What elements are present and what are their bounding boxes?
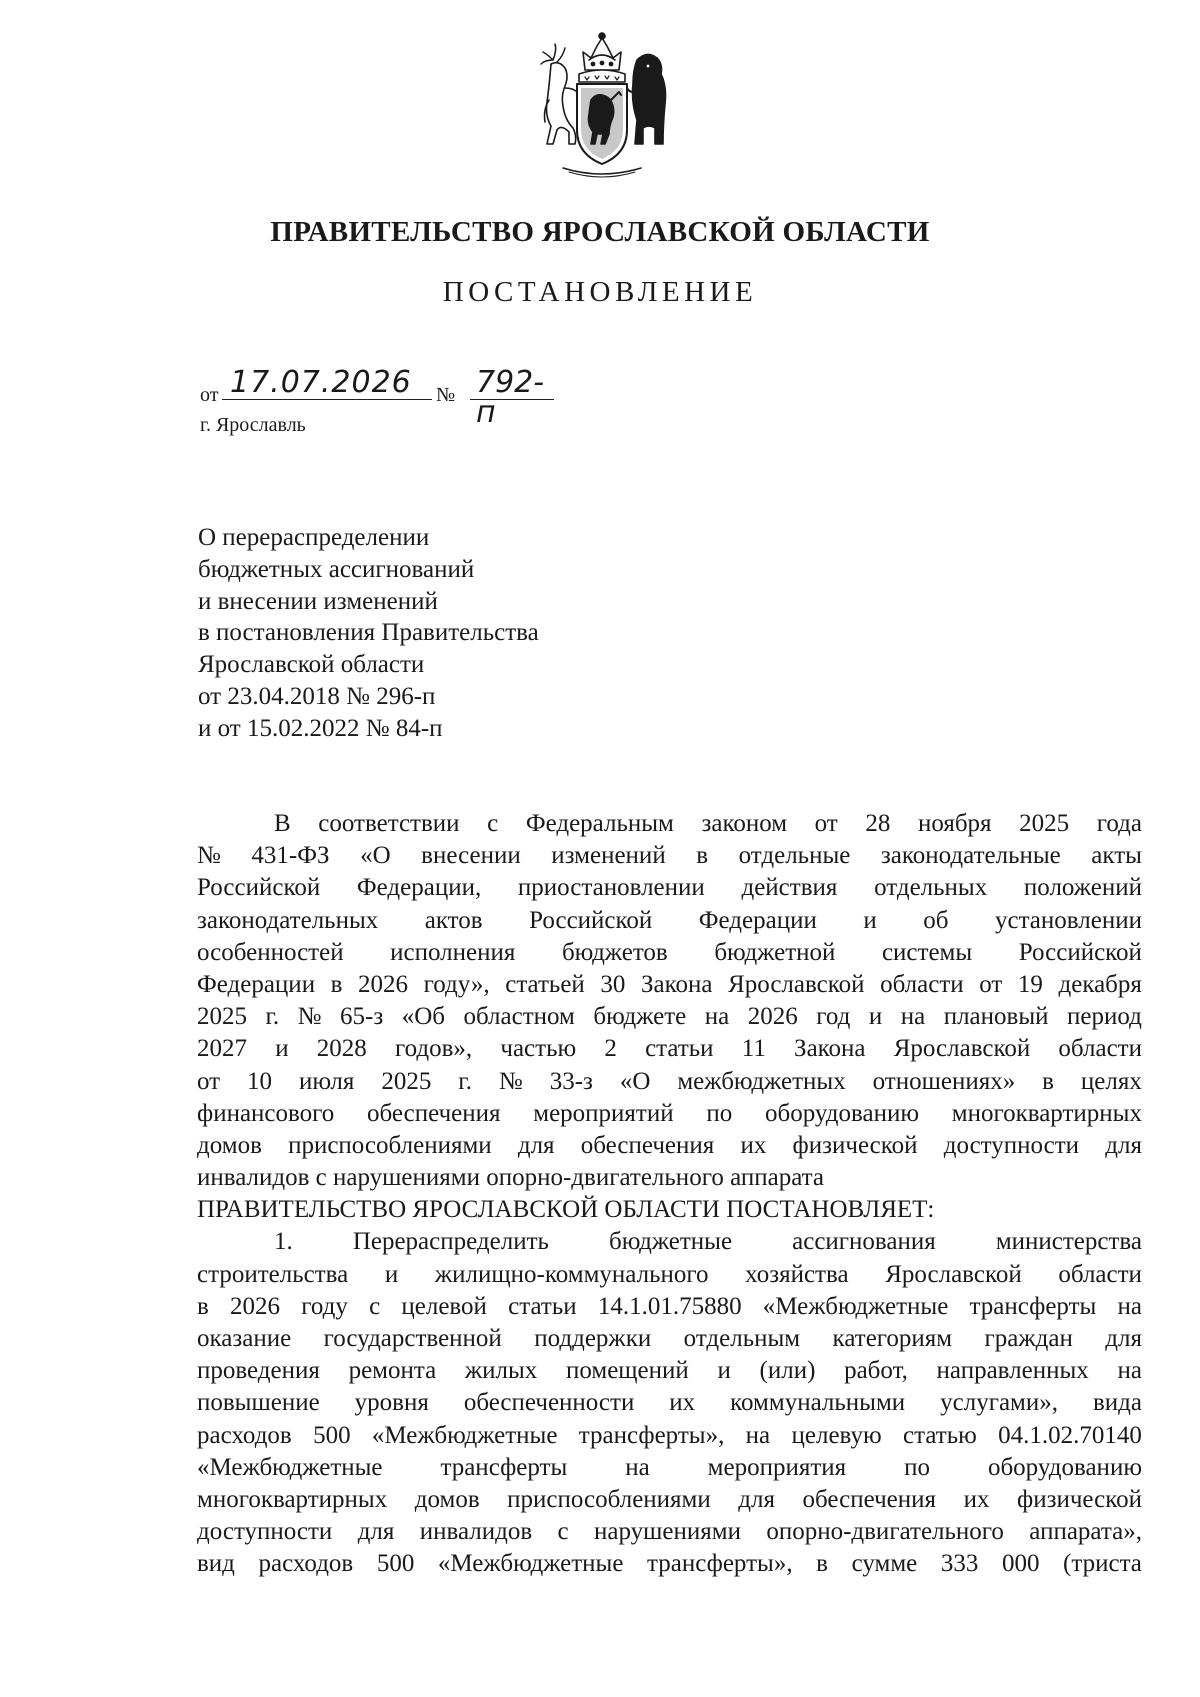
word: «О: [619, 1067, 651, 1095]
word: (триста: [1063, 1550, 1142, 1578]
word: отдельным: [683, 1325, 801, 1352]
word: приостановлении: [517, 874, 705, 902]
document-number: 792-п: [470, 368, 554, 400]
word: домов: [414, 1485, 480, 1513]
subject-line: в постановления Правительства: [198, 619, 539, 647]
word: на: [745, 1421, 771, 1449]
word: законодательных: [197, 906, 379, 934]
word: физической: [792, 1131, 918, 1159]
body-text: [197, 808, 1142, 1581]
word: годов»,: [395, 1035, 473, 1063]
number-label: №: [436, 384, 456, 406]
word: г.: [265, 1003, 280, 1031]
body-line: [197, 1226, 1142, 1258]
word: мероприятия: [707, 1453, 847, 1481]
body-line: [197, 1452, 1142, 1484]
word: 14.1.01.75880: [597, 1292, 742, 1320]
word: ремонта: [348, 1357, 437, 1385]
word: Российской: [529, 906, 653, 934]
word: работ,: [844, 1357, 908, 1385]
word: период: [1066, 1003, 1142, 1031]
body-line: [197, 1098, 1142, 1130]
word: 2026: [747, 1003, 798, 1031]
word: 28: [865, 810, 891, 837]
word: поддержки: [534, 1325, 652, 1352]
body-line: [197, 1355, 1142, 1387]
word: жилых: [464, 1357, 538, 1385]
word: для: [517, 1131, 555, 1159]
word: для: [738, 1485, 775, 1513]
word: «О: [360, 842, 391, 870]
word: 1.: [274, 1228, 293, 1256]
word: 2026: [230, 1292, 281, 1320]
body-line: [197, 1420, 1142, 1452]
word: 10: [247, 1067, 273, 1095]
word: статью: [903, 1421, 977, 1449]
word: оказание: [197, 1325, 292, 1352]
word: обеспеченности: [463, 1389, 635, 1417]
word: Российской: [197, 874, 321, 902]
word: повышение: [197, 1389, 320, 1417]
word: обеспечения: [802, 1485, 937, 1513]
word: бюджете: [593, 1003, 687, 1031]
word: вида: [1092, 1389, 1142, 1417]
word: доступности: [197, 1518, 333, 1546]
word: оборудованию: [987, 1453, 1142, 1481]
word: №: [498, 1067, 523, 1095]
word: статьей: [505, 970, 585, 998]
body-line: [197, 905, 1142, 937]
word: оборудованию: [764, 1099, 920, 1127]
word: в: [1042, 1067, 1054, 1095]
word: акты: [1091, 842, 1142, 870]
word: приспособлениями: [507, 1485, 711, 1513]
word: в: [330, 970, 343, 998]
word: Федерации: [698, 906, 817, 934]
word: в: [816, 1550, 828, 1578]
body-line: [197, 1066, 1142, 1098]
body-line: [197, 1259, 1142, 1291]
word: категориям: [832, 1325, 953, 1352]
word: многоквартирных: [951, 1099, 1142, 1127]
word: трансферты: [969, 1292, 1097, 1320]
word: инвалидов: [419, 1518, 533, 1546]
subject-line: и внесении изменений: [198, 587, 438, 615]
word: целевую: [791, 1421, 882, 1449]
word: действия: [741, 874, 838, 902]
word: (или): [759, 1357, 816, 1385]
document-type: ПОСТАНОВЛЕНИЕ: [442, 276, 758, 308]
word: вид: [197, 1550, 235, 1578]
word: ноября: [917, 810, 992, 837]
word: «Межбюджетные: [762, 1292, 949, 1320]
word: опорно-двигательного: [766, 1518, 1004, 1546]
body-line: инвалидов с нарушениями опорно-двигательного аппарата: [197, 1164, 824, 1192]
word: особенностей: [197, 938, 344, 966]
word: области: [1058, 1260, 1142, 1288]
word: по: [904, 1453, 930, 1481]
word: №: [197, 842, 221, 870]
subject-line: бюджетных ассигнований: [198, 555, 475, 583]
word: трансферты: [440, 1453, 568, 1481]
word: целях: [1080, 1067, 1142, 1095]
date-label: от: [200, 384, 219, 406]
word: отдельных: [874, 874, 988, 902]
word: Ярославской: [893, 1035, 1031, 1063]
government-title: ПРАВИТЕЛЬСТВО ЯРОСЛАВСКОЙ ОБЛАСТИ: [270, 216, 930, 248]
body-line: [197, 1548, 1142, 1580]
word: законом: [701, 810, 788, 837]
word: граждан: [984, 1325, 1073, 1352]
subject-line: от 23.04.2018 № 296-п: [198, 682, 436, 710]
word: законодательные: [880, 842, 1061, 870]
word: №: [297, 1003, 322, 1031]
body-line: [197, 1130, 1142, 1162]
word: на: [900, 1003, 926, 1031]
body-line: [197, 840, 1142, 872]
word: области: [880, 970, 964, 998]
word: нарушениями: [594, 1518, 741, 1546]
word: аппарата»,: [1029, 1518, 1142, 1546]
word: 19: [1017, 970, 1043, 998]
word: для: [1105, 1325, 1142, 1352]
word: статьи: [645, 1035, 714, 1063]
word: по: [706, 1099, 733, 1127]
word: проведения: [197, 1357, 320, 1385]
word: В: [274, 810, 291, 837]
word: от: [979, 970, 1003, 998]
word: плановый: [943, 1003, 1049, 1031]
word: 000: [1001, 1550, 1040, 1578]
resolution-clause: ПРАВИТЕЛЬСТВО ЯРОСЛАВСКОЙ ОБЛАСТИ ПОСТАНОВЛЯЕТ:: [197, 1196, 935, 1224]
word: 2025: [1019, 810, 1070, 837]
word: области: [1058, 1035, 1142, 1063]
body-line: [197, 1291, 1142, 1323]
word: обеспечения: [580, 1131, 715, 1159]
word: отношениях»: [872, 1067, 1016, 1095]
word: направленных: [936, 1357, 1089, 1385]
word: «Об: [401, 1003, 445, 1031]
word: мероприятий: [533, 1099, 674, 1127]
word: межбюджетных: [677, 1067, 846, 1095]
word: 333: [940, 1550, 979, 1578]
word: декабря: [1058, 970, 1142, 998]
word: актов: [424, 906, 483, 934]
word: уровня: [354, 1389, 429, 1417]
word: многоквартирных: [197, 1485, 388, 1513]
document-subject: [198, 522, 539, 745]
word: их: [963, 1485, 990, 1513]
body-line: [197, 969, 1142, 1001]
word: на: [1117, 1292, 1142, 1320]
word: изменений: [551, 842, 666, 870]
word: строительства: [197, 1260, 349, 1288]
word: финансового: [197, 1099, 335, 1127]
word: коммунальными: [730, 1389, 906, 1417]
word: помещений: [565, 1357, 689, 1385]
word: Федеральным: [525, 810, 674, 837]
word: расходов: [258, 1550, 354, 1578]
word: года: [1096, 810, 1142, 837]
word: в: [197, 1292, 209, 1320]
word: бюджетной: [714, 938, 836, 966]
word: трансферты»,: [647, 1550, 793, 1578]
word: г.: [458, 1067, 472, 1095]
word: на: [1117, 1357, 1142, 1385]
word: Закона: [640, 970, 713, 998]
word: хозяйства: [745, 1260, 849, 1288]
coat-of-arms-emblem: [533, 30, 671, 182]
word: 33-з: [549, 1067, 593, 1095]
body-line: [197, 1323, 1142, 1355]
word: на: [625, 1453, 650, 1481]
word: на: [704, 1003, 730, 1031]
document-date: 17.07.2026: [222, 368, 432, 400]
word: государственной: [323, 1325, 502, 1352]
word: и: [384, 1260, 399, 1288]
word: услугами»,: [940, 1389, 1058, 1417]
word: 2: [604, 1035, 617, 1063]
word: доступности: [943, 1131, 1080, 1159]
word: Перераспределить: [352, 1228, 549, 1256]
word: домов: [197, 1131, 262, 1159]
word: расходов: [197, 1421, 292, 1449]
word: Ярославской: [728, 970, 865, 998]
word: жилищно-коммунального: [434, 1260, 709, 1288]
word: и: [868, 1003, 883, 1031]
city: г. Ярославль: [200, 414, 306, 436]
word: 2025: [197, 1003, 247, 1031]
word: отдельные: [738, 842, 851, 870]
word: от: [197, 1067, 221, 1095]
word: от: [814, 810, 838, 837]
word: об: [923, 906, 949, 934]
body-line: [197, 1033, 1142, 1065]
body-line: [197, 1001, 1142, 1033]
word: 30: [600, 970, 626, 998]
word: «Межбюджетные: [371, 1421, 558, 1449]
word: 65-з: [340, 1003, 384, 1031]
subject-line: О перераспределении: [198, 524, 430, 551]
word: «Межбюджетные: [437, 1550, 624, 1578]
word: с: [557, 1518, 569, 1546]
word: с: [487, 810, 499, 837]
word: положений: [1023, 874, 1142, 902]
word: их: [740, 1131, 767, 1159]
word: 500: [376, 1550, 415, 1578]
word: Закона: [794, 1035, 866, 1063]
word: физической: [1017, 1485, 1142, 1513]
body-line: [197, 808, 1142, 840]
body-line: [197, 872, 1142, 904]
word: системы: [881, 938, 973, 966]
body-line: [197, 937, 1142, 969]
word: 500: [313, 1421, 351, 1449]
word: целевой: [401, 1292, 487, 1320]
word: частью: [500, 1035, 577, 1063]
word: их: [669, 1389, 696, 1417]
word: и: [863, 906, 877, 934]
word: обеспечения: [367, 1099, 501, 1127]
word: году»,: [423, 970, 490, 998]
word: в: [696, 842, 709, 870]
body-line: [197, 1516, 1142, 1548]
word: соответствии: [318, 810, 460, 837]
word: 2027: [197, 1035, 247, 1063]
word: 431-ФЗ: [251, 842, 330, 870]
word: Ярославской: [885, 1260, 1022, 1288]
word: июля: [298, 1067, 355, 1095]
word: Федерации: [197, 970, 316, 998]
subject-line: и от 15.02.2022 № 84-п: [198, 714, 443, 742]
word: год: [816, 1003, 851, 1031]
word: внесении: [421, 842, 521, 870]
word: 2025: [381, 1067, 432, 1095]
word: исполнения: [390, 938, 516, 966]
word: ассигнования: [792, 1228, 936, 1256]
word: бюджетов: [561, 938, 668, 966]
word: Российской: [1018, 938, 1142, 966]
word: приспособлениями: [288, 1131, 492, 1159]
word: для: [1105, 1131, 1142, 1159]
word: сумме: [851, 1550, 918, 1578]
word: для: [357, 1518, 395, 1546]
word: 04.1.02.70140: [998, 1421, 1142, 1449]
word: 2026: [358, 970, 409, 998]
word: с: [369, 1292, 381, 1320]
word: установлении: [994, 906, 1142, 934]
word: году: [301, 1292, 348, 1320]
word: трансферты»,: [578, 1421, 725, 1449]
word: 11: [741, 1035, 766, 1063]
subject-line: Ярославской области: [198, 651, 425, 679]
word: и: [275, 1035, 289, 1063]
body-line: [197, 1484, 1142, 1516]
body-line: [197, 1387, 1142, 1419]
word: «Межбюджетные: [197, 1453, 383, 1481]
word: статьи: [508, 1292, 577, 1320]
word: бюджетные: [608, 1228, 733, 1256]
word: областном: [463, 1003, 575, 1031]
word: 2028: [316, 1035, 367, 1063]
word: министерства: [995, 1228, 1142, 1256]
word: и: [717, 1357, 731, 1385]
word: Федерации,: [356, 874, 482, 902]
